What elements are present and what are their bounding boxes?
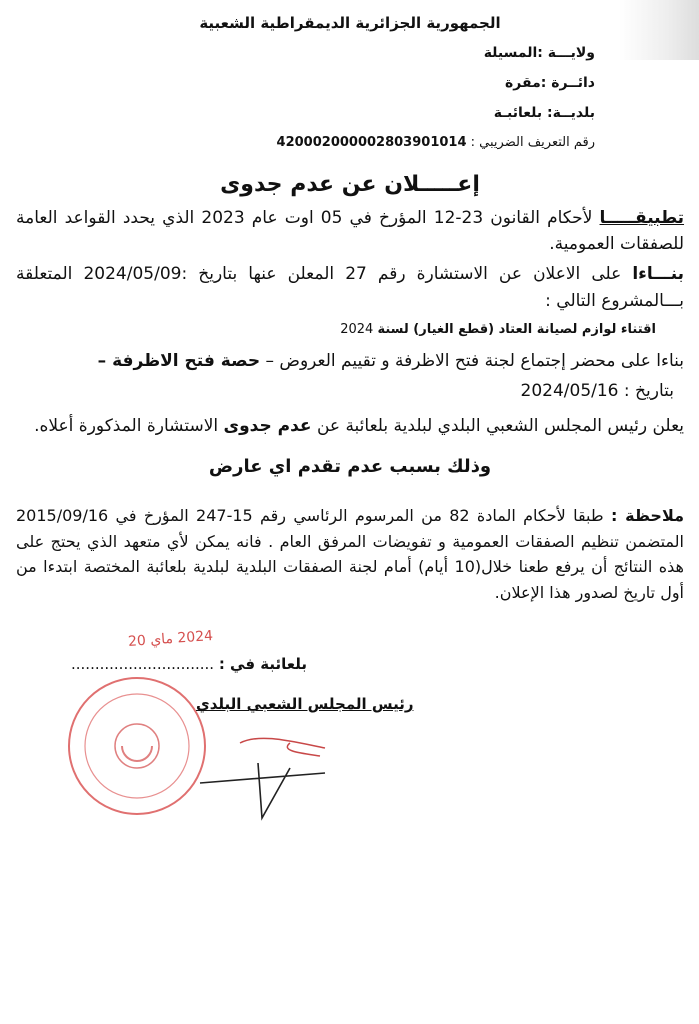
note-line4: ابتدءا من أول تاريخ لصدور هذا الإعلان. [16, 557, 684, 602]
scan-shadow [619, 0, 699, 60]
signature-area [16, 628, 684, 861]
p2-lead: بنـــاءا [632, 264, 685, 285]
project-year: 2024 [340, 321, 374, 337]
announcement-title: إعـــــلان عن عدم جدوى [220, 171, 480, 197]
p2-line2: بـــالمشروع التالي : [545, 290, 684, 311]
p1 [16, 205, 684, 258]
wilaya-line: ولايـــة :المسيلة [483, 45, 595, 61]
announcement-body [16, 205, 684, 606]
p3 [16, 348, 684, 374]
daira-line: دائــرة :مقرة [505, 75, 595, 92]
p4-text-b: الاستشارة المذكورة أعلاه. [34, 415, 219, 436]
tax-id-value: 420002000002803901014 [276, 134, 467, 150]
p2-text: على الاعلان عن الاستشارة رقم 27 المعلن عنها بتاريخ :2024/05/09 المتعلقة [16, 264, 622, 285]
header-meta [16, 44, 684, 150]
baladia-line: بلديــة: بلعائبـة [493, 105, 595, 122]
tax-id-label: رقم التعريف الضريبي : [470, 134, 595, 150]
p4-bold: عدم جدوى [223, 415, 312, 436]
p3-line2: بتاريخ : 2024/05/16 [520, 381, 674, 402]
p2 [16, 261, 684, 314]
p4-text-a: يعلن رئيس المجلس الشعبي البلدي لبلدية بلعائبة عن [316, 415, 684, 436]
note [16, 503, 684, 605]
note-text-1: طبقا لأحكام المادة 82 من المرسوم الرئاسي رقم 15-247 المؤرخ في 2015/09/16 [16, 506, 604, 525]
place-line [71, 655, 307, 673]
project-name: اقتناء لوازم لصيانة العتاد (قطع الغيار) لسنة [377, 321, 656, 337]
reason-line: وذلك بسبب عدم تقدم اي عارض [208, 456, 492, 478]
p1-lead: تطبيقـــــا [599, 207, 685, 228]
tax-id-line [16, 135, 595, 150]
p3-text: بناءا على محضر إجتماع لجنة فتح الاظرفة و تقييم العروض – [265, 351, 684, 372]
p3-bold: حصة فتح الاظرفة – [97, 351, 261, 372]
date-stamp: 2024 ماي 20 [127, 628, 214, 651]
place-label: بلعائبة في : [218, 655, 307, 674]
note-line2: المتضمن تنظيم الصفقات العمومية و تفويضات المرفق العام . فانه يمكن لأي متعهد الذي يحتج [50, 531, 684, 551]
project-line [16, 320, 684, 340]
signatory-title: رئيس المجلس الشعبي البلدي [196, 695, 414, 714]
note-line3: على هذه النتائج أن يرفع طعنا خلال(10 أيام) أمام لجنة الصفقات البلدية لبلدية بلعائبة المختصة [16, 531, 684, 577]
p4-line [16, 413, 684, 439]
place-dots: .............................. [71, 655, 215, 674]
republic-header: الجمهورية الجزائرية الديمقراطية الشعبية [199, 14, 501, 32]
note-label: ملاحظة : [610, 506, 685, 525]
p1-text: لأحكام القانون 23-12 المؤرخ في 05 اوت عام 2023 الذي يحدد [122, 207, 593, 228]
p1-line2: القواعد العامة للصفقات العمومية. [16, 207, 684, 254]
signature-icon [140, 723, 340, 853]
